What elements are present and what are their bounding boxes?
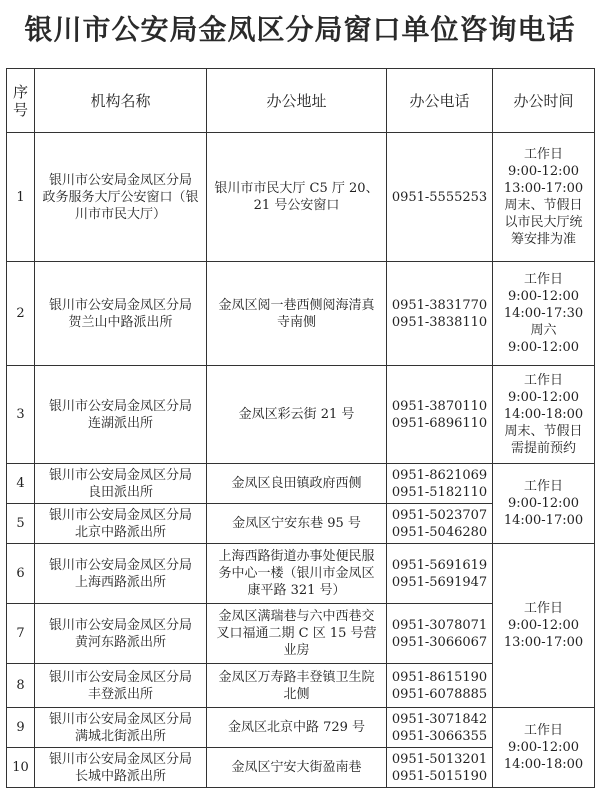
row-name: 银川市公安局金凤区分局 长城中路派出所 — [35, 748, 207, 788]
row-phone: 0951-3870110 0951-6896110 — [387, 366, 493, 464]
row-name: 银川市公安局金凤区分局 满城北街派出所 — [35, 708, 207, 748]
table-row — [7, 708, 595, 748]
table-row — [7, 262, 595, 366]
row-phone: 0951-3078071 0951-3066067 — [387, 604, 493, 664]
row-phone: 0951-3831770 0951-3838110 — [387, 262, 493, 366]
row-phone: 0951-5013201 0951-5015190 — [387, 748, 493, 788]
row-address: 上海西路街道办事处便民服 务中心一楼（银川市金凤区 康平路 321 号） — [207, 544, 387, 604]
row-name: 银川市公安局金凤区分局 贺兰山中路派出所 — [35, 262, 207, 366]
row-name: 银川市公安局金凤区分局 连湖派出所 — [35, 366, 207, 464]
row-no: 8 — [7, 664, 35, 708]
row-address: 金凤区宁安东巷 95 号 — [207, 504, 387, 544]
row-no: 2 — [7, 262, 35, 366]
header-row — [7, 69, 595, 133]
row-phone: 0951-8621069 0951-5182110 — [387, 464, 493, 504]
row-phone: 0951-5023707 0951-5046280 — [387, 504, 493, 544]
row-hours: 工作日 9:00-12:00 13:00-17:00 — [493, 544, 595, 708]
contact-table — [6, 68, 595, 788]
header-address: 办公地址 — [207, 69, 387, 133]
row-phone: 0951-5555253 — [387, 133, 493, 262]
row-no: 4 — [7, 464, 35, 504]
row-name: 银川市公安局金凤区分局 北京中路派出所 — [35, 504, 207, 544]
row-no: 3 — [7, 366, 35, 464]
row-address: 金凤区北京中路 729 号 — [207, 708, 387, 748]
row-name: 银川市公安局金凤区分局 黄河东路派出所 — [35, 604, 207, 664]
row-no: 1 — [7, 133, 35, 262]
row-address: 金凤区满瑞巷与六中西巷交 叉口福通二期 C 区 15 号营 业房 — [207, 604, 387, 664]
row-name: 银川市公安局金凤区分局 良田派出所 — [35, 464, 207, 504]
row-hours: 工作日 9:00-12:00 14:00-17:00 — [493, 464, 595, 544]
row-name: 银川市公安局金凤区分局 政务服务大厅公安窗口（银 川市市民大厅） — [35, 133, 207, 262]
table-row — [7, 544, 595, 604]
row-no: 7 — [7, 604, 35, 664]
row-hours: 工作日 9:00-12:00 14:00-18:00 周末、节假日 需提前预约 — [493, 366, 595, 464]
header-no: 序 号 — [7, 69, 35, 133]
header-hours: 办公时间 — [493, 69, 595, 133]
row-no: 6 — [7, 544, 35, 604]
row-address: 金凤区万寿路丰登镇卫生院 北侧 — [207, 664, 387, 708]
row-no: 5 — [7, 504, 35, 544]
row-name: 银川市公安局金凤区分局 上海西路派出所 — [35, 544, 207, 604]
row-phone: 0951-8615190 0951-6078885 — [387, 664, 493, 708]
header-name: 机构名称 — [35, 69, 207, 133]
row-phone: 0951-3071842 0951-3066355 — [387, 708, 493, 748]
row-address: 金凤区良田镇政府西侧 — [207, 464, 387, 504]
row-name: 银川市公安局金凤区分局 丰登派出所 — [35, 664, 207, 708]
table-row — [7, 133, 595, 262]
table-row — [7, 366, 595, 464]
row-address: 金凤区彩云街 21 号 — [207, 366, 387, 464]
table-row — [7, 464, 595, 504]
row-no: 10 — [7, 748, 35, 788]
row-hours: 工作日 9:00-12:00 14:00-18:00 — [493, 708, 595, 788]
row-hours: 工作日 9:00-12:00 14:00-17:30 周六 9:00-12:00 — [493, 262, 595, 366]
page-title: 银川市公安局金凤区分局窗口单位咨询电话 — [24, 13, 576, 46]
row-no: 9 — [7, 708, 35, 748]
row-address: 金凤区阅一巷西侧阅海清真 寺南侧 — [207, 262, 387, 366]
row-address: 银川市市民大厅 C5 厅 20、 21 号公安窗口 — [207, 133, 387, 262]
row-hours: 工作日 9:00-12:00 13:00-17:00 周末、节假日 以市民大厅统 筹安排为准 — [493, 133, 595, 262]
row-phone: 0951-5691619 0951-5691947 — [387, 544, 493, 604]
row-address: 金凤区宁安大街盈南巷 — [207, 748, 387, 788]
header-phone: 办公电话 — [387, 69, 493, 133]
